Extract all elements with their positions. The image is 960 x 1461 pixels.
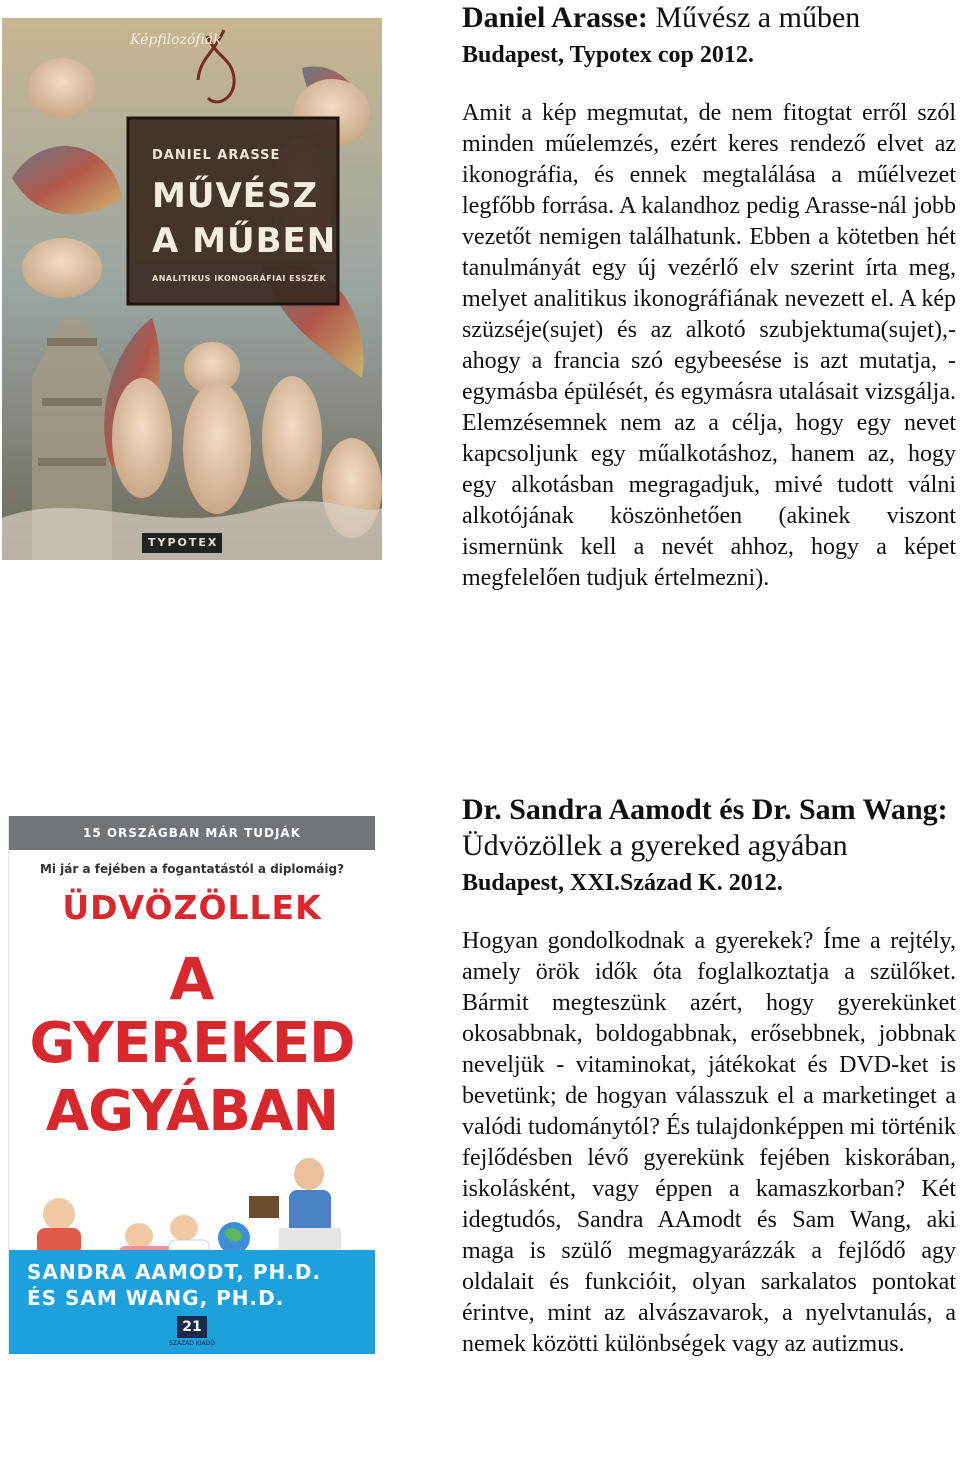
book-description: Hogyan gondolkodnak a gyerekek? Íme a rejtély, amely örök idők óta foglalkoztatja a szülőket. Bármit megteszünk azért, hogy gyerekünket okosabbnak, boldogabbnak, erősebbnek, jobbnak neveljük - vitaminokat, játékokat és DVD-ket is bevetünk; de hogyan válasszuk el a marketinget a valódi tudománytól? És tulajdonképpen mi történik fejlődésben lévő gyerekünk fejében kiskorában, iskolásként, vagy éppen a kamaszkorban? Két idegtudós, Sandra AAmodt és Sam Wang, aki maga is szülő megmagyarázzák a fejlődő agy oldalait és funkcióit, olyan sarkalatos pontokat érintve, mint az alvászavarok, a nyelvtanulás, a nemek közötti különbségek vagy az autizmus. [462, 928, 956, 1357]
cover-author-line2: ÉS SAM WANG, PH.D. [27, 1286, 285, 1310]
cover-title-line4: AGYÁBAN [45, 1079, 339, 1144]
book-cover-udvozollek [8, 816, 375, 1354]
book-title: Üdvözöllek a gyereked agyában [462, 829, 848, 862]
cover-title-line2: A MŰBEN [152, 221, 337, 261]
book-cover-muvesz-a-muben [2, 18, 382, 560]
book-title: Művész a műben [655, 1, 861, 34]
cover-tagline: Mi jár a fejében a fogantatástól a diplomáig? [39, 862, 345, 876]
cover-banner-text: 15 ORSZÁGBAN MÁR TUDJÁK [82, 826, 302, 840]
book-publication: Budapest, XXI.Század K. 2012. [462, 870, 783, 896]
cover-publisher: TYPOTEX [148, 536, 219, 549]
cover-title-line1: MŰVÉSZ [152, 176, 319, 216]
cover-publisher-name: SZÁZAD KIADÓ [169, 1340, 215, 1347]
cover-subtitle: ANALITIKUS IKONOGRÁFIAI ESSZÉK [152, 274, 327, 283]
cover-title-line2: A [169, 945, 215, 1013]
book-text-2 [462, 792, 956, 1360]
cover-title-line1: ÜDVÖZÖLLEK [62, 888, 322, 927]
cover-illustration [2, 18, 382, 560]
book-entry-1 [0, 0, 960, 700]
book-author: Dr. Sandra Aamodt és Dr. Sam Wang: [462, 793, 948, 826]
book-text-1 [462, 0, 956, 594]
book-heading [462, 792, 956, 864]
book-description: Amit a kép megmutat, de nem fitogtat erről szól minden műelemzés, ezért keres rendező elvet az ikonográfia, és ennek megtalálása a műélvezet legfőbb forrása. A kalandhoz pedig Arasse-nál jobb vezetőt nemigen találhatunk. Ebben a kötetben hét tanulmányát egy új vezérlő elv szerint írta meg, melyet analitikus ikonográfiának nevezett el. A kép szüzséje(sujet) és az alkotó szubjektuma(sujet),- ahogy a francia szó egybeesése is azt mutatja, - egymásba épülését, és egymásra utalásait vizsgálja. Elemzésemnek nem az a célja, hogy egy nevet kapcsoljunk egy műalkotáshoz, hanem az, hogy egy alkotásban megragadjuk, mivé tudott válni alkotójának köszönhetően (akinek viszont ismernünk kell a nevét ahhoz, hogy a képet megfelelően tudjuk értelmezni). [462, 100, 956, 591]
cover-banner [9, 816, 375, 850]
book-publication: Budapest, Typotex cop 2012. [462, 42, 754, 68]
cover-author-block [9, 1250, 375, 1354]
cover-title-line3: GYEREKED [29, 1011, 355, 1076]
cover-series: Képfilozófiák [130, 32, 222, 48]
book-author: Daniel Arasse: [462, 1, 648, 34]
cover-publisher-logo [177, 1316, 207, 1338]
cover-publisher-mark: 21 [182, 1319, 202, 1335]
book-heading [462, 0, 956, 36]
cover-author: DANIEL ARASSE [152, 148, 281, 163]
cover-author-line1: SANDRA AAMODT, PH.D. [27, 1260, 322, 1284]
